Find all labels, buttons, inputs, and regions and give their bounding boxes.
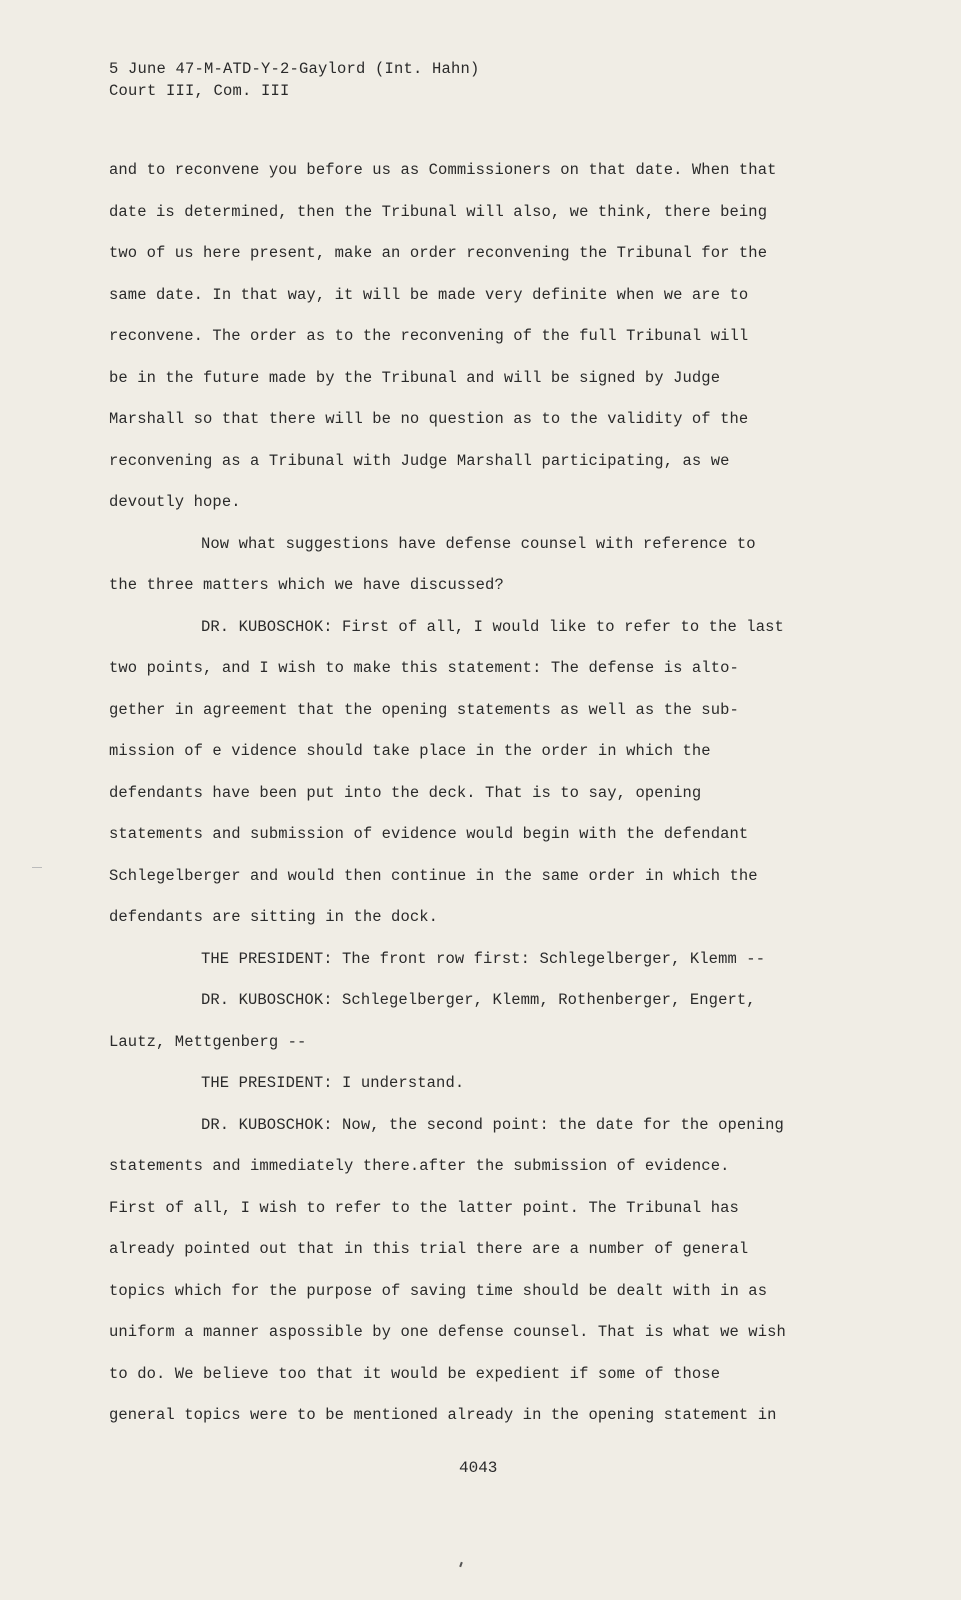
transcript-line: to do. We believe too that it would be expedient if some of those xyxy=(109,1364,721,1383)
transcript-line: DR. KUBOSCHOK: First of all, I would like to refer to the last xyxy=(201,617,784,636)
transcript-line: DR. KUBOSCHOK: Now, the second point: the date for the opening xyxy=(201,1115,784,1134)
transcript-line: statements and submission of evidence would begin with the defendant xyxy=(109,825,749,843)
transcript-line: First of all, I wish to refer to the latter point. The Tribunal has xyxy=(109,1198,739,1217)
transcript-line: two of us here present, make an order reconvening the Tribunal for the xyxy=(109,244,768,262)
transcript-line: same date. In that way, it will be made very definite when we are to xyxy=(109,285,749,304)
transcript-line: be in the future made by the Tribunal and will be signed by Judge xyxy=(109,368,721,387)
transcript-body xyxy=(109,160,849,1447)
transcript-line: general topics were to be mentioned already in the opening statement in xyxy=(109,1406,777,1424)
transcript-line: THE PRESIDENT: The front row first: Schlegelberger, Klemm -- xyxy=(201,949,766,968)
document-header xyxy=(109,58,480,102)
transcript-line: THE PRESIDENT: I understand. xyxy=(201,1074,465,1092)
transcript-line: defendants are sitting in the dock. xyxy=(109,908,439,926)
transcript-line: date is determined, then the Tribunal will also, we think, there being xyxy=(109,202,768,221)
header-line-court: Court III, Com. III xyxy=(109,82,290,100)
transcript-line: the three matters which we have discussed? xyxy=(109,576,504,594)
header-line-date-reference: 5 June 47-M-ATD-Y-2-Gaylord (Int. Hahn) xyxy=(109,60,480,78)
transcript-line: Schlegelberger and would then continue in the same order in which the xyxy=(109,866,758,885)
transcript-line: devoutly hope. xyxy=(109,493,241,511)
transcript-line: mission of e vidence should take place in the order in which the xyxy=(109,742,711,760)
transcript-line: two points, and I wish to make this statement: The defense is alto- xyxy=(109,659,739,677)
transcript-line: Lautz, Mettgenberg -- xyxy=(109,1032,307,1051)
transcript-line: already pointed out that in this trial there are a number of general xyxy=(109,1240,749,1258)
transcript-line: gether in agreement that the opening statements as well as the sub- xyxy=(109,700,739,719)
transcript-line: uniform a manner aspossible by one defense counsel. That is what we wish xyxy=(109,1323,786,1341)
transcript-line: DR. KUBOSCHOK: Schlegelberger, Klemm, Rothenberger, Engert, xyxy=(201,991,756,1009)
transcript-line: reconvene. The order as to the reconvening of the full Tribunal will xyxy=(109,327,749,345)
transcript-line: topics which for the purpose of saving time should be dealt with in as xyxy=(109,1281,768,1300)
transcript-line: Now what suggestions have defense counsel with reference to xyxy=(201,534,756,553)
transcript-line: reconvening as a Tribunal with Judge Marshall participating, as we xyxy=(109,451,730,470)
ink-speck xyxy=(459,1562,463,1567)
transcript-line: defendants have been put into the deck. That is to say, opening xyxy=(109,783,702,802)
transcript-line: and to reconvene you before us as Commissioners on that date. When that xyxy=(109,161,777,179)
margin-mark xyxy=(32,867,42,868)
transcript-line: statements and immediately there.after the submission of evidence. xyxy=(109,1157,730,1175)
page-number: 4043 xyxy=(459,1459,498,1477)
transcript-line: Marshall so that there will be no question as to the validity of the xyxy=(109,410,749,428)
